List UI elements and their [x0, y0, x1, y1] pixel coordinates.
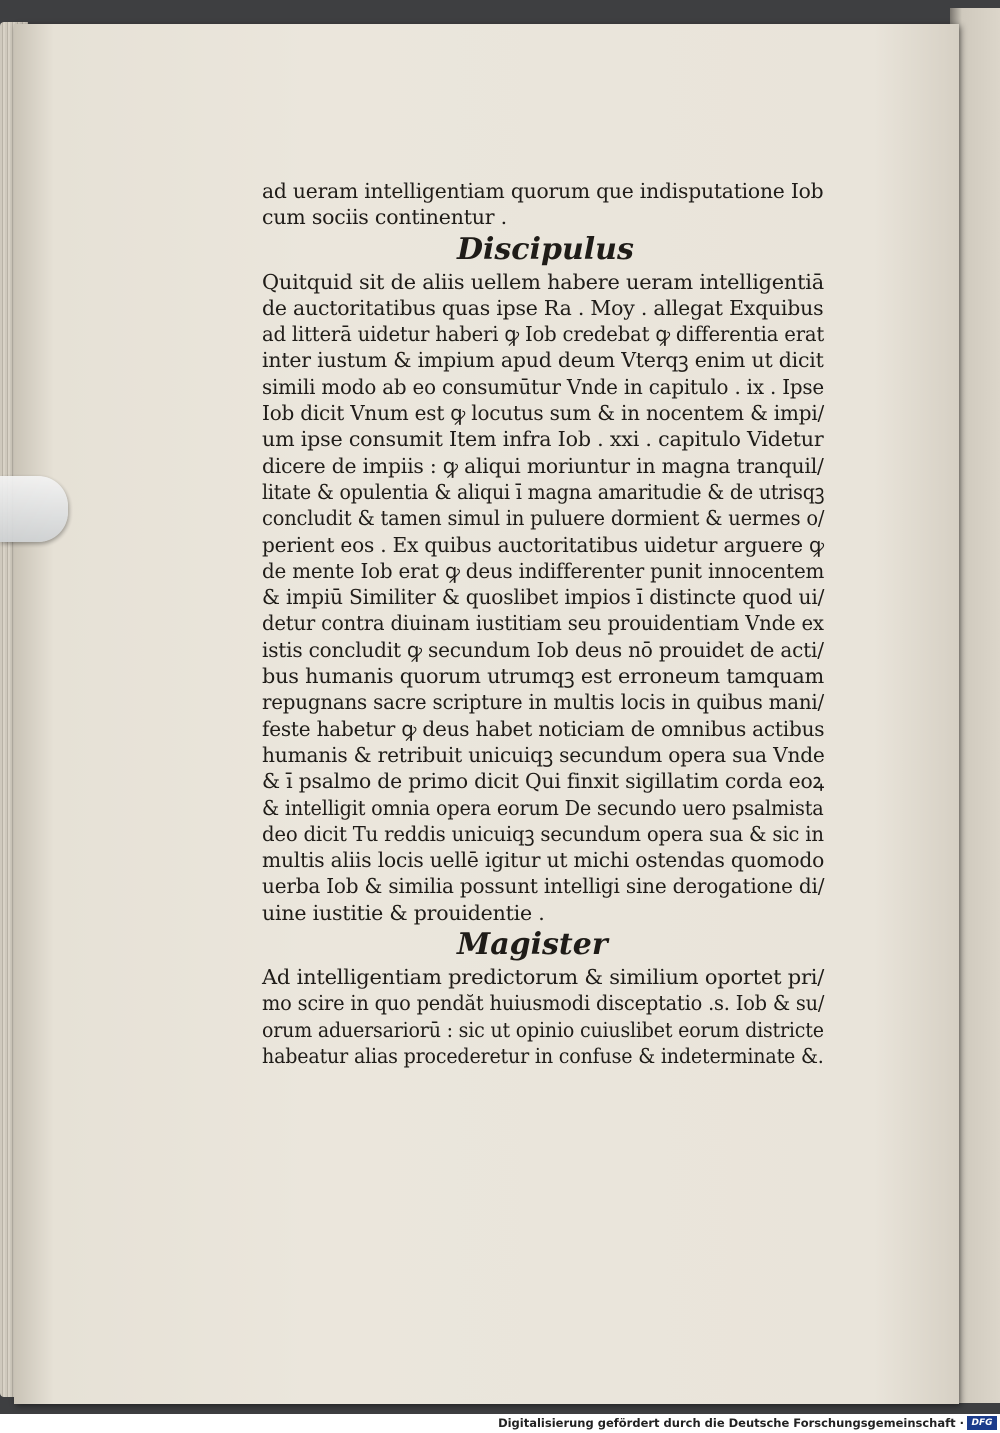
text-line: mo scire in quo pendăt huiusmodi disceptatio .s. Iob & su/ — [262, 991, 825, 1016]
text-line: simili modo ab eo consumūtur Vnde in capitulo . ix . Ipse — [262, 374, 824, 399]
text-line: litate & opulentia & aliqui ī magna amaritudie & de utrisqꝫ — [262, 479, 825, 504]
footer-credit: Digitalisierung gefördert durch die Deutsche Forschungsgemeinschaft · — [498, 1416, 964, 1430]
heading-discipulus: Discipulus — [457, 231, 634, 267]
text-line: bus humanis quorum utrumqꝫ est erroneum tamquam — [262, 664, 825, 689]
text-line: feste habetur ꝙ deus habet noticiam de omnibus actibus — [262, 716, 825, 741]
text-line: de auctoritatibus quas ipse Ra . Moy . allegat Exquibus — [262, 295, 824, 320]
intro-section — [262, 178, 827, 231]
text-line: uine iustitie & prouidentie . — [262, 900, 545, 925]
text-line: inter iustum & impium apud deum Vterqꝫ enim ut dicit — [262, 348, 824, 373]
text-line: & impiū Similiter & quoslibet impios ī distincte quod ui/ — [262, 585, 825, 610]
text-line: um ipse consumit Item infra Iob . xxi . capitulo Videtur — [262, 427, 824, 452]
page-clip — [0, 476, 68, 542]
text-line: dicere de impiis : ꝙ aliqui moriuntur in magna tranquil/ — [262, 453, 824, 478]
text-line: humanis & retribuit unicuiqꝫ secundum opera sua Vnde — [262, 742, 825, 767]
dfg-logo: DFG — [967, 1416, 997, 1430]
discipulus-section — [262, 269, 827, 926]
text-line: Ad intelligentiam predictorum & similium oportet pri/ — [262, 965, 825, 990]
text-line: cum sociis continentur . — [262, 205, 507, 230]
text-line: repugnans sacre scripture in multis locis in quibus mani/ — [262, 690, 825, 715]
text-line: istis concludit ꝙ secundum Iob deus nō prouidet de acti/ — [262, 637, 824, 662]
text-line: Iob dicit Vnum est ꝙ locutus sum & in nocentem & impi/ — [262, 401, 825, 426]
text-line: ad ueram intelligentiam quorum que indisputatione Iob — [262, 179, 824, 203]
text-line: Quitquid sit de aliis uellem habere ueram intelligentiā — [262, 269, 824, 294]
magister-section — [262, 964, 827, 1069]
text-line: uerba Iob & similia possunt intelligi sine derogatione di/ — [262, 874, 825, 899]
text-line: orum aduersariorū : sic ut opinio cuiuslibet eorum districte — [262, 1017, 824, 1042]
text-line: de mente Iob erat ꝙ deus indifferenter punit innocentem — [262, 558, 825, 583]
text-line: habeatur alias procederetur in confuse & indeterminate &. — [262, 1043, 824, 1068]
text-line: & ī psalmo de primo dicit Qui finxit sigillatim corda eoꝝ — [262, 769, 825, 794]
text-line: ad litterā uidetur haberi ꝙ Iob credebat ꝙ differentia erat — [262, 322, 825, 347]
printed-text — [262, 178, 827, 1069]
text-line: detur contra diuinam iustitiam seu prouidentiam Vnde ex — [262, 611, 824, 636]
text-line: deo dicit Tu reddis unicuiqꝫ secundum opera sua & sic in — [262, 821, 824, 846]
text-line: concludit & tamen simul in puluere dormient & uermes o/ — [262, 506, 825, 531]
text-line: multis aliis locis uellē igitur ut michi ostendas quomodo — [262, 848, 825, 873]
text-line: & intelligit omnia opera eorum De secundo uero psalmista — [262, 795, 824, 820]
heading-magister: Magister — [457, 927, 608, 963]
footer-bar — [0, 1414, 1000, 1433]
text-line: perient eos . Ex quibus auctoritatibus uidetur arguere ꝙ — [262, 532, 824, 557]
